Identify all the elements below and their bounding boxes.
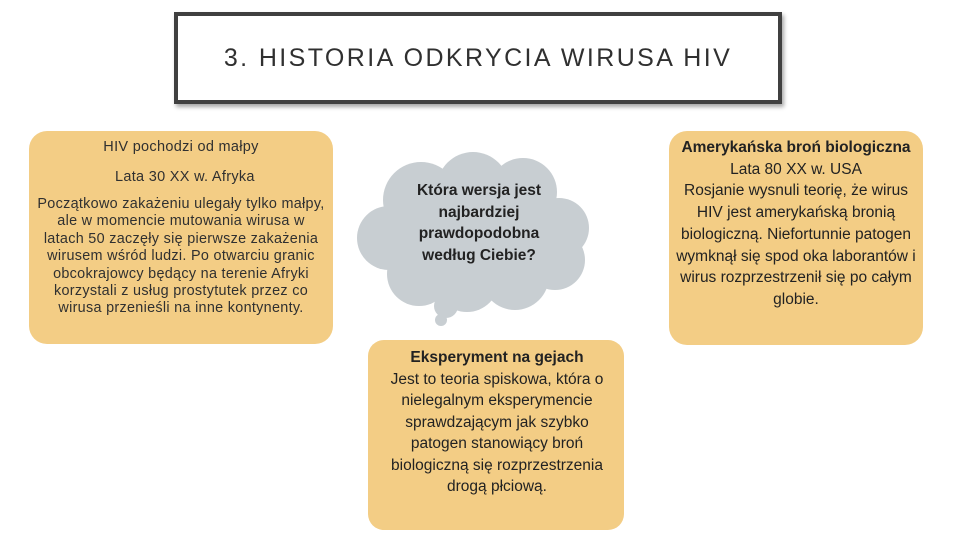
- card-body: Rosjanie wysnuli teorię, że wirus HIV jest amerykańską bronią biologiczną. Niefortunnie patogen wymknął się spod oka laborantów i wirus rozprzestrzenił się po całym globie.: [676, 182, 916, 308]
- card-era: Lata 80 XX w. USA: [730, 160, 862, 178]
- card-era: Lata 30 XX w. Afryka: [115, 169, 255, 185]
- card-heading: Eksperyment na gejach: [410, 349, 584, 366]
- slide-title: 3. HISTORIA ODKRYCIA WIRUSA HIV: [223, 43, 733, 72]
- card-body: Początkowo zakażeniu ulegały tylko małpy, ale w momencie mutowania wirusa w latach 50 zaczęły się pierwsze zakażenia wirusem wśród ludzi. Po otwarciu granic obcokrajowcy będący na terenie Afryki korzystali z usług prostytutek przez co wirusa przenieśli na inne kontynenty.: [37, 196, 325, 317]
- card-body: Jest to teoria spiskowa, która o nielegalnym eksperymencie sprawdzającym jak szybko patogen stanowiący broń biologiczną się rozprzestrzenia drogą płciową.: [390, 370, 604, 495]
- card-heading: HIV pochodzi od małpy: [103, 139, 259, 155]
- theory-card-bioweapon-text: [672, 137, 920, 311]
- slide-title-box: [174, 12, 782, 104]
- theory-card-monkey: [29, 131, 333, 344]
- theory-card-experiment-text: [384, 347, 610, 498]
- cloud-question: Która wersja jest najbardziej prawdopodobna według Ciebie?: [416, 182, 542, 264]
- card-heading: Amerykańska broń biologiczna: [681, 139, 911, 156]
